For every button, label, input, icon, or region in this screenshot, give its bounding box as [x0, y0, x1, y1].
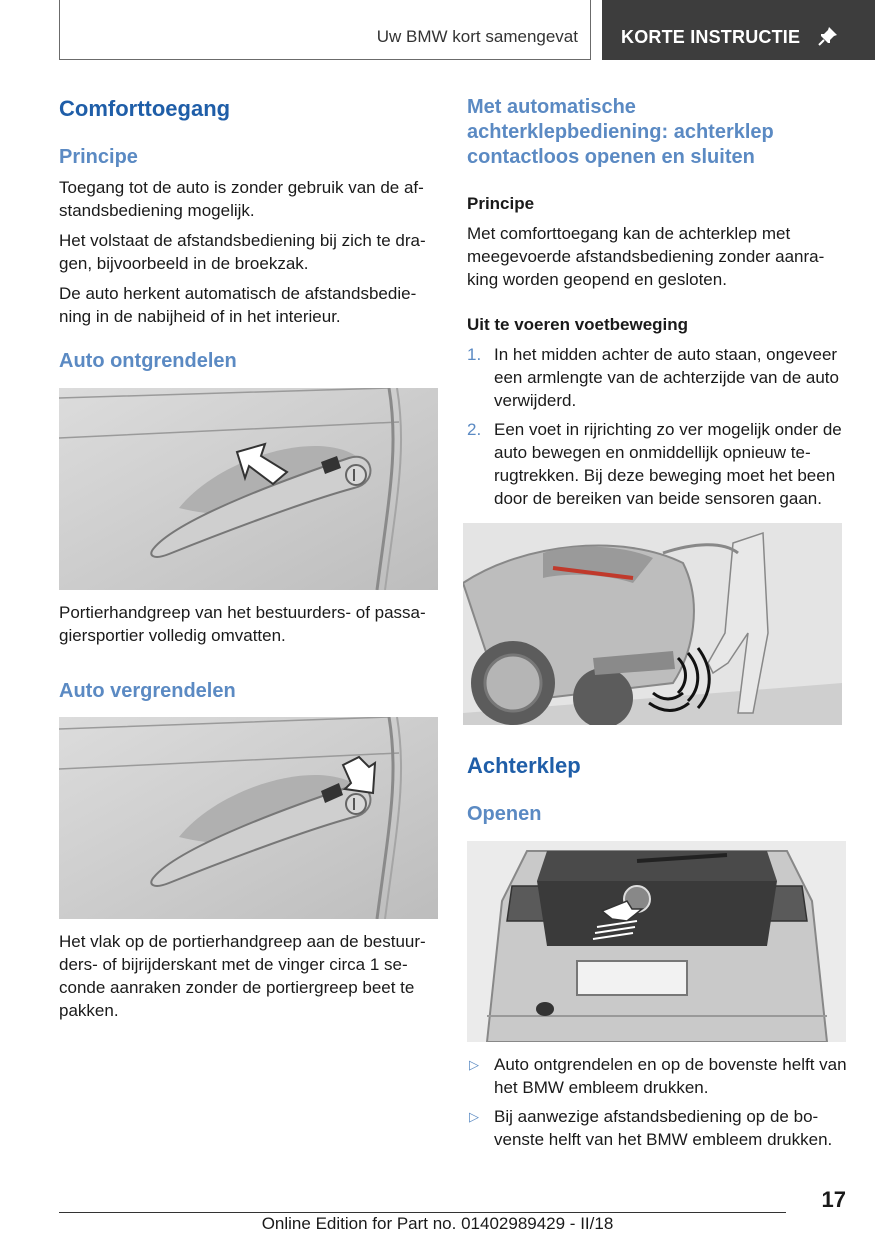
- unlock-caption: Portierhandgreep van het bestuurders- of passa-giersportier volledig omvatten.: [59, 603, 426, 645]
- door-handle-grip-illustration: [59, 388, 438, 590]
- lock-caption: Het vlak op de portierhandgreep aan de bestuur-ders- of bijrijderskant met de vinger circa 1 se-conde aanraken zonder de portiergreep beet te pakken.: [59, 932, 426, 1020]
- principle-heading: Principe: [59, 146, 138, 168]
- step-text: In het midden achter de auto staan, ongeveer een armlengte van de achterzijde van de auto verwijderd.: [494, 345, 839, 410]
- tailgate-principle-text: Met comforttoegang kan de achterklep met meegevoerde afstandsbediening zonder aanra-king worden geopend en gesloten.: [467, 224, 825, 289]
- principle-paragraph-1: Toegang tot de auto is zonder gebruik van de af-standsbediening mogelijk.: [59, 178, 424, 220]
- list-item: [467, 1105, 847, 1151]
- footer-edition: Online Edition for Part no. 01402989429 - II/18: [261, 1214, 614, 1233]
- step-number: 2.: [467, 420, 482, 439]
- step-text: Een voet in rijrichting zo ver mogelijk onder de auto bewegen en onmiddellijk opnieuw te-rugtrekken. Bij deze beweging moet het been door de bereiken van beide sensoren gaan.: [494, 420, 842, 508]
- unlock-heading: Auto ontgrendelen: [59, 350, 237, 372]
- foot-movement-heading: Uit te voeren voetbeweging: [467, 315, 689, 334]
- tailgate-emblem-illustration: [467, 841, 846, 1042]
- step-number: 1.: [467, 345, 482, 364]
- triangle-bullet-icon: ▷: [469, 1109, 479, 1124]
- page-number: 17: [821, 1187, 846, 1212]
- tailgate-principle-heading: Principe: [467, 194, 535, 213]
- header-tab-label: KORTE INSTRUCTIE: [621, 27, 801, 47]
- door-handle-touch-illustration: [59, 717, 438, 919]
- bullet-text: Bij aanwezige afstandsbediening op de bo-venste helft van het BMW embleem drukken.: [494, 1107, 833, 1149]
- list-item: [467, 1053, 847, 1099]
- footer-divider: [59, 1212, 786, 1213]
- comfort-access-title: Comforttoegang: [59, 96, 231, 121]
- principle-paragraph-2: Het volstaat de afstandsbediening bij zich te dra-gen, bijvoorbeeld in de broekzak.: [59, 231, 426, 273]
- tailgate-title: Achterklep: [467, 753, 581, 778]
- triangle-bullet-icon: ▷: [469, 1057, 479, 1072]
- foot-gesture-illustration: [463, 523, 842, 725]
- automatic-tailgate-title: Met automatische achterklepbediening: achterklep contactloos openen en sluiten: [467, 96, 774, 168]
- lock-heading: Auto vergrendelen: [59, 680, 236, 702]
- open-heading: Openen: [467, 803, 542, 825]
- list-item: [467, 418, 847, 510]
- list-item: [467, 343, 847, 412]
- pin-icon: [816, 24, 840, 48]
- header-section-box: [59, 0, 591, 60]
- bullet-text: Auto ontgrendelen en op de bovenste helft van het BMW embleem drukken.: [494, 1055, 847, 1097]
- header-tab[interactable]: [602, 0, 875, 60]
- header-section-title: Uw BMW kort samengevat: [376, 27, 578, 46]
- principle-paragraph-3: De auto herkent automatisch de afstandsbedie-ning in de nabijheid of in het interieur.: [59, 284, 417, 326]
